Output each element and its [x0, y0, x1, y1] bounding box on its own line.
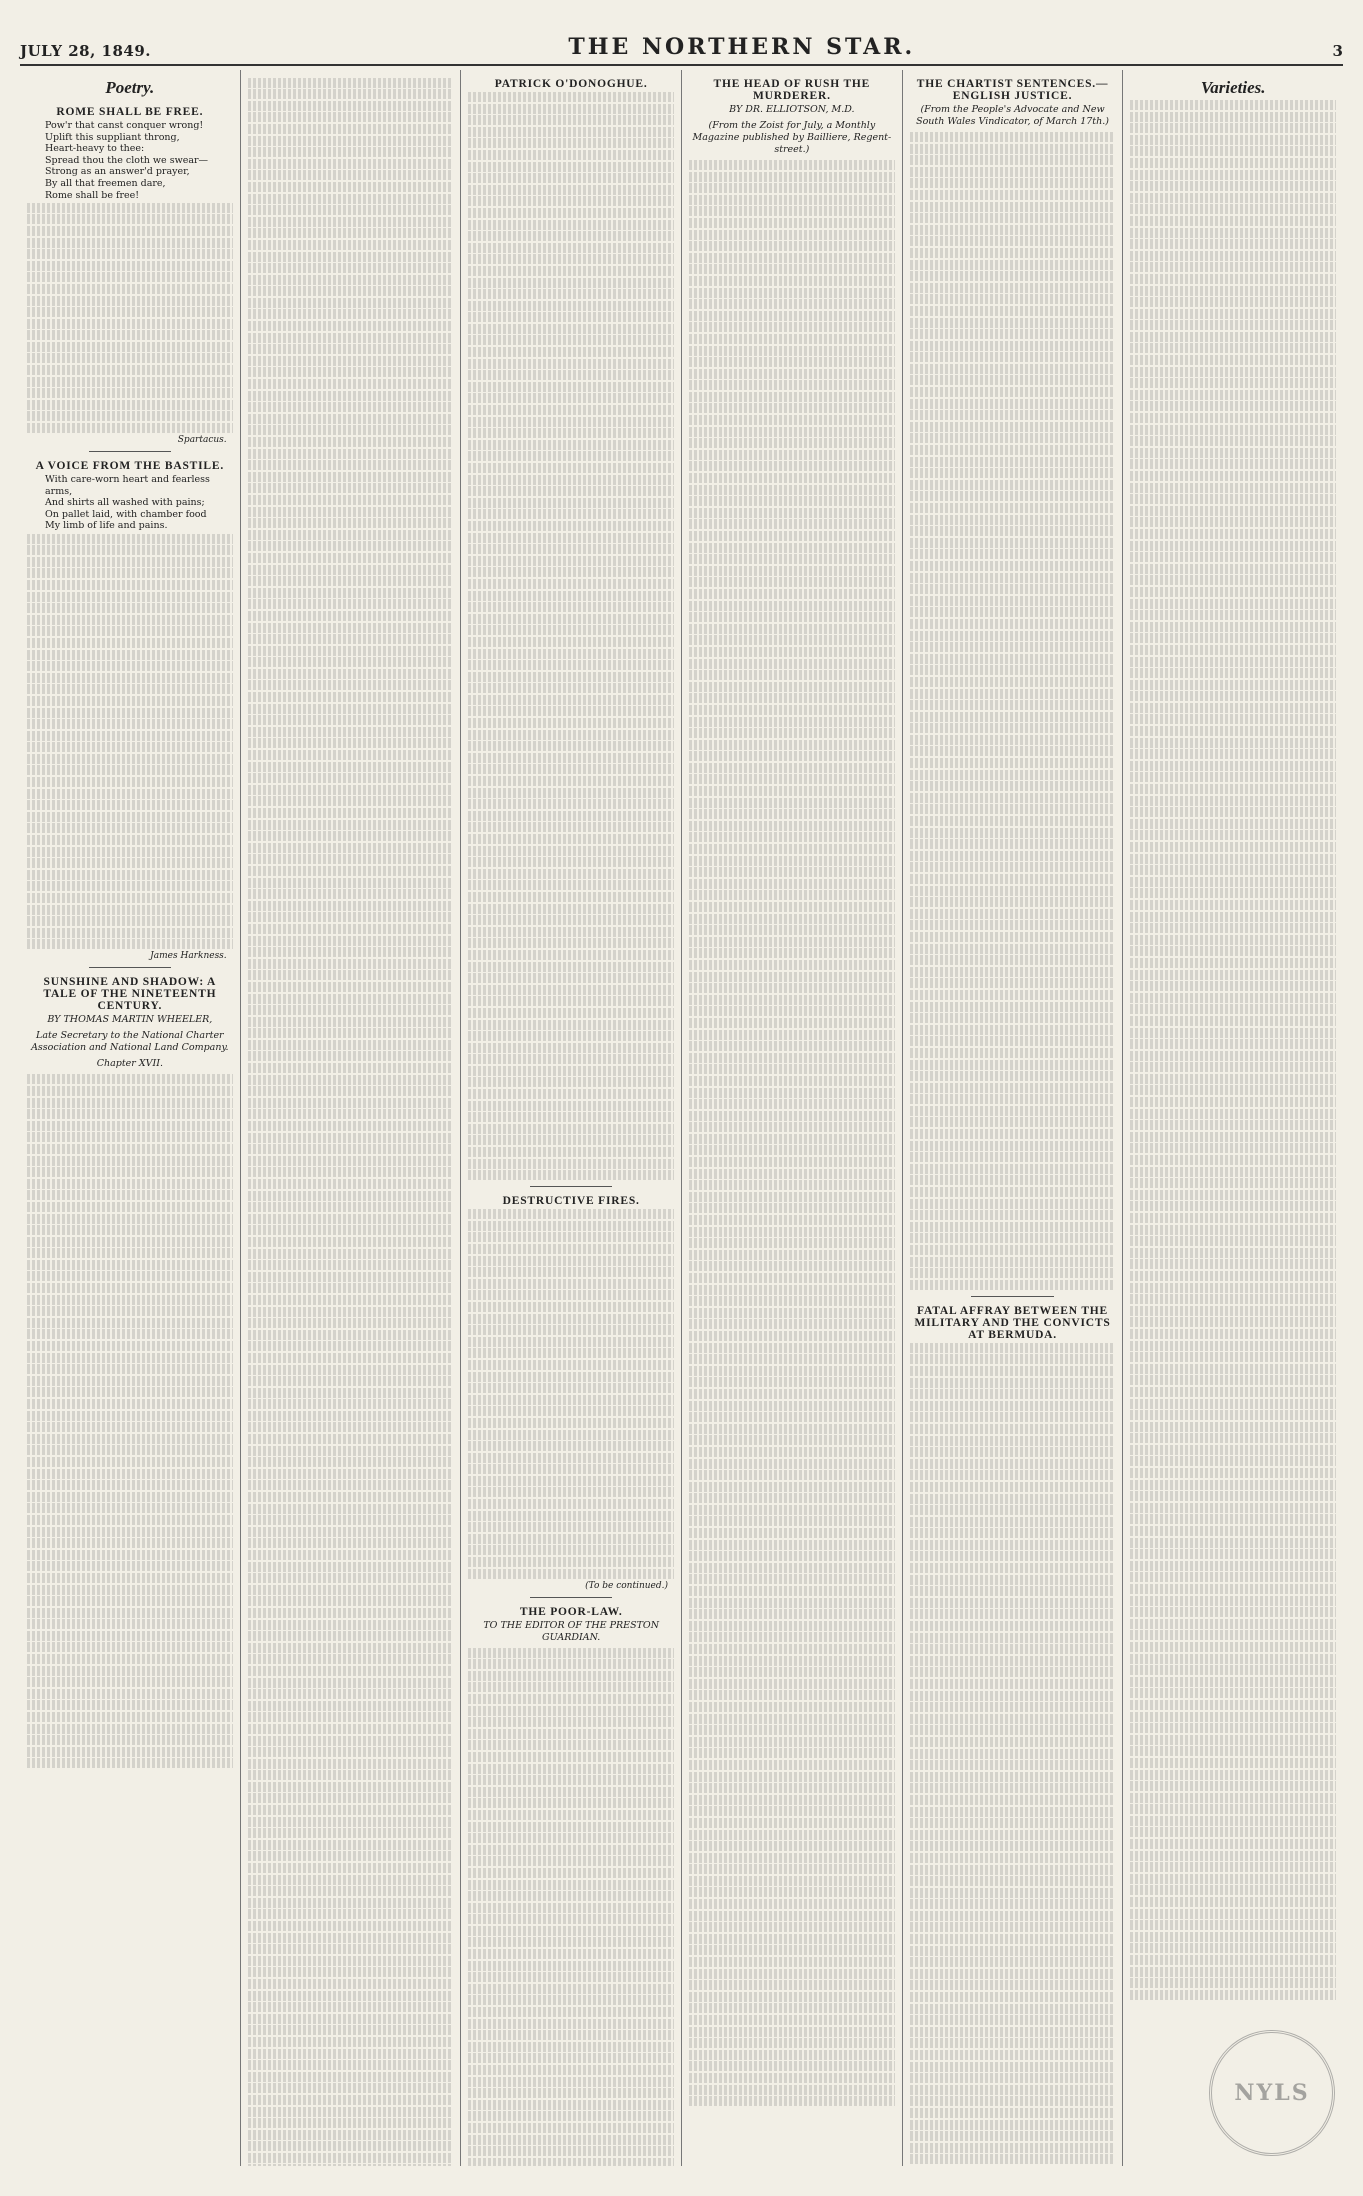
- poem-signature: Spartacus.: [177, 435, 227, 446]
- poem-line: By all that freemen dare,: [45, 177, 166, 189]
- page-number: 3: [1332, 42, 1343, 60]
- article-heading: PATRICK O'DONOGHUE.: [494, 78, 648, 90]
- column-container: [20, 70, 1343, 2166]
- poem-signature: James Harkness.: [150, 951, 227, 962]
- issue-date: JULY 28, 1849.: [20, 42, 151, 60]
- poem-line: Heart-heavy to thee:: [45, 143, 145, 155]
- poem-line: With care-worn heart and fearless arms,: [45, 474, 210, 497]
- poem-line: Pow'r that canst conquer wrong!: [45, 120, 204, 131]
- article-subheading: TO THE EDITOR OF THE PRESTON GUARDIAN.: [483, 1619, 660, 1643]
- article-heading: FATAL AFFRAY BETWEEN THE MILITARY AND THE CONVICTS AT BERMUDA.: [914, 1304, 1111, 1341]
- poem-title: A VOICE FROM THE BASTILE.: [35, 460, 225, 473]
- section-varieties-heading: Varieties.: [1200, 78, 1266, 97]
- library-stamp: [1209, 2030, 1335, 2156]
- poem-line: Spread thou the cloth we swear—: [45, 154, 209, 166]
- poem-title: ROME SHALL BE FREE.: [56, 106, 204, 118]
- poem-line: And shirts all washed with pains;: [45, 497, 205, 509]
- stamp-text: NYLS: [1234, 2080, 1310, 2106]
- poem-body: [45, 474, 233, 532]
- section-poetry-heading: Poetry.: [105, 78, 155, 97]
- story-title: SUNSHINE AND SHADOW: A TALE OF THE NINETEENTH CENTURY.: [43, 976, 217, 1013]
- poem-line: Uplift this suppliant throng,: [45, 131, 180, 143]
- chapter-heading: Chapter XVII.: [96, 1058, 163, 1070]
- article-source: (From the People's Advocate and New South Wales Vindicator, of March 17th.): [916, 104, 1109, 127]
- column-6: [1123, 70, 1343, 2166]
- article-heading: DESTRUCTIVE FIRES.: [502, 1195, 640, 1208]
- masthead: [20, 22, 1343, 66]
- article-heading: THE POOR-LAW.: [519, 1605, 623, 1618]
- poem-body: [45, 120, 233, 201]
- article-source: (From the Zoist for July, a Monthly Magazine published by Bailliere, Regent-street.): [692, 120, 892, 155]
- poem-line: On pallet laid, with chamber food: [45, 508, 207, 520]
- article-heading: THE CHARTIST SENTENCES.—ENGLISH JUSTICE.: [916, 78, 1109, 102]
- column-2: [241, 70, 462, 2166]
- newspaper-title: THE NORTHERN STAR.: [568, 34, 916, 60]
- article-heading: THE HEAD OF RUSH THE MURDERER.: [713, 78, 871, 102]
- column-1: [20, 70, 241, 2166]
- continued-note: (To be continued.): [585, 1580, 669, 1591]
- poem-line: My limb of life and pains.: [45, 520, 168, 532]
- article-author: BY DR. ELLIOTSON, M.D.: [729, 104, 855, 115]
- column-5: [903, 70, 1124, 2166]
- column-4: [682, 70, 903, 2166]
- poem-line: Strong as an answer'd prayer,: [45, 166, 190, 178]
- column-3: [461, 70, 682, 2166]
- story-byline: BY THOMAS MARTIN WHEELER,: [47, 1014, 213, 1026]
- story-byline-detail: Late Secretary to the National Charter Association and National Land Company.: [31, 1030, 229, 1054]
- poem-line: Rome shall be free!: [45, 189, 140, 201]
